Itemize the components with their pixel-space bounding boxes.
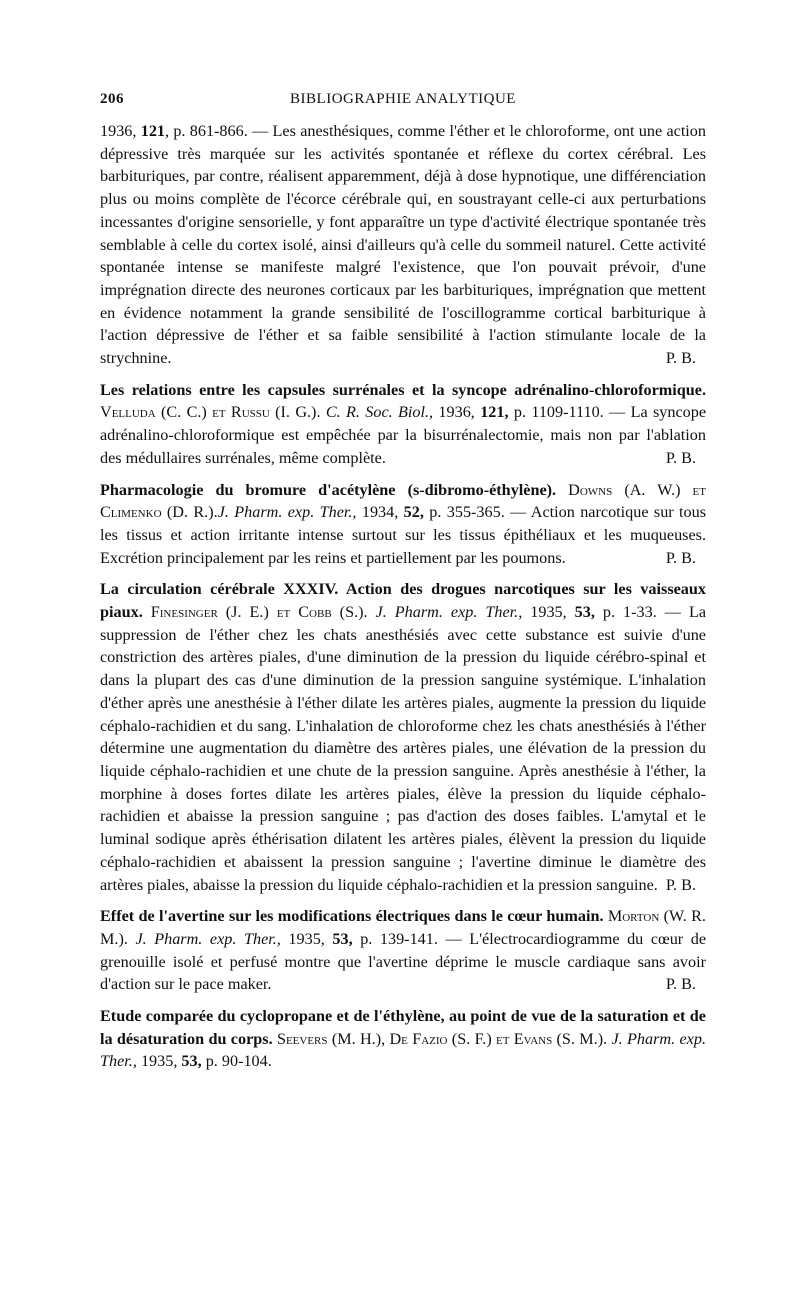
entry-volume: 52, [398,503,424,522]
abstract-body: — La suppression de l'éther chez les chats anesthésiés avec cette substance est suivie d'une constriction des artères piales, d'une diminution de la pression du liquide cérébro-spinal et dans la plupart des cas d'une diminution de la pression sanguine systémique. L'inhalation d'éther après une anesthésie à l'éther dilate les artères piales, augmente la pression du liquide céphalo-rachidien et du sang. L'inhalation de chloroforme chez les chats anesthésiés à l'éther détermine une augmentation du diamètre des artères piales, une élévation de la pression du liquide céphalo-rachidien et une chute de la pression sanguine. Après anesthésie à l'éther, la morphine à doses fortes dilate les artères piales, élève la pression du liquide céphalo-rachidien et abaisse la pression sanguine ; pas d'action des doses faibles. L'amytal et le luminal sodique après éthérisation dilatent les artères piales, élèvent la pression du liquide céphalo-rachidien et abaissent la pression sanguine ; l'avertine diminue le diamètre des artères piales, abaisse la pression du liquide céphalo-rachidien et la pression sanguine. [100,603,707,894]
entry-pages: p. 1109-1110. [508,403,604,422]
signature: P. B. [665,349,696,368]
entry-volume: 53, [324,929,353,948]
entry-year: 1935, [522,603,567,622]
entry-volume: 121, [474,403,509,422]
page [100,88,706,1073]
entry-pages: p. 90-104. [201,1052,272,1071]
abstract-entry [100,479,706,570]
abstract-entry [100,1005,706,1073]
signature: P. B. [665,875,696,894]
abstract-body: — La syncope adrénalino-chloroformique est empêchée par la bisurrénalectomie, mais non par l'ablation des médullaires surrénales, même complète. [100,403,707,467]
entry-journal: J. Pharm. exp. Ther., [100,1029,706,1071]
abstract-body: — L'électrocardiogramme du cœur de grenouille isolé et perfusé montre que l'avertine déprime le muscle cardiaque sans avoir d'action sur le pace maker. [100,929,707,994]
abstract-entry [100,578,706,896]
citation-pages: , p. 861-866. [165,122,248,140]
entry-title: Effet de l'avertine sur les modifications électriques dans le cœur humain. [100,907,604,926]
entry-authors: Finesinger (J. E.) et Cobb (S.). [142,603,368,622]
abstract-body: — Action narcotique sur tous les tissus et action irritante intense surtout sur les tissus épithéliaux et les muqueuses. Excrétion principalement par les reins et partiellement par les poumons. [100,503,707,567]
entry-journal: C. R. Soc. Biol., [320,403,434,422]
entry-title: La circulation cérébrale XXXIV. Action des drogues narcotiques sur les vaisseaux piaux. [100,580,706,622]
abstract-body: — Les anesthésiques, comme l'éther et le chloroforme, ont une action dépressive très marquée sur les activités spontanée et réflexe du cortex cérébral. Les barbituriques, par contre, réalisent apparemment, déjà à dose hypnotique, une différenciation plus ou moins complète de l'écorce cérébrale qui, en soustrayant celle-ci aux perturbations incessantes d'origine sensorielle, y font apparaître un type d'activité électrique spontanée très semblable à celle du cortex isolé, ainsi d'ailleurs qu'à celle du sommeil naturel. Cette activité spontanée intense se manifeste malgré l'existence, que l'on pouvait prévoir, d'une imprégnation directe des neurones corticaux par les barbituriques, imprégnation que mettent en évidence notamment la grande sensibilité de l'oscillogramme cortical barbiturique à l'action dépressive de l'éther et sa faible sensibilité à l'action stimulante locale de la strychnine. [100,122,706,368]
entry-journal: J. Pharm. exp. Ther., [127,929,281,948]
running-head [100,88,706,112]
abstract-entry [100,120,706,370]
entry-year: 1934, [356,503,399,522]
signature: P. B. [665,975,696,994]
entry-year: 1936, [433,403,475,422]
entry-volume: 53, [566,603,595,622]
page-number: 206 [100,91,124,107]
entry-journal: J. Pharm. exp. Ther., [217,503,357,522]
entry-volume: 53, [177,1052,202,1071]
entry-title: Pharmacologie du bromure d'acétylène (s-dibromo-éthylène). [100,480,557,499]
entry-pages: p. 1-33. [594,603,657,622]
entry-authors: Seevers (M. H.), De Fazio (S. F.) et Evans (S. M.). [272,1029,608,1048]
entry-authors: Downs (A. W.) et Climenko (D. R.). [100,480,706,522]
entry-pages: p. 139-141. [352,929,438,948]
entry-year: 1935, [280,929,325,948]
entry-title: Les relations entre les capsules surrénales et la syncope adrénalino-chloroformique. [100,380,706,399]
entry-journal: J. Pharm. exp. Ther., [367,603,523,622]
entry-year: 1935, [136,1052,178,1071]
abstract-entry [100,905,706,996]
citation-volume: 121 [140,122,165,140]
entry-pages: p. 355-365. [423,503,505,522]
citation-year: 1936, [100,122,137,140]
signature: P. B. [665,548,696,567]
entry-authors: Velluda (C. C.) et Russu (I. G.). [100,403,321,422]
signature: P. B. [665,448,696,467]
abstract-entry [100,379,706,470]
entry-title: Etude comparée du cyclopropane et de l'éthylène, au point de vue de la saturation et de la désaturation du corps. [100,1007,706,1048]
entry-authors: Morton (W. R. M.). [100,907,706,948]
running-title: BIBLIOGRAPHIE ANALYTIQUE [290,91,516,107]
